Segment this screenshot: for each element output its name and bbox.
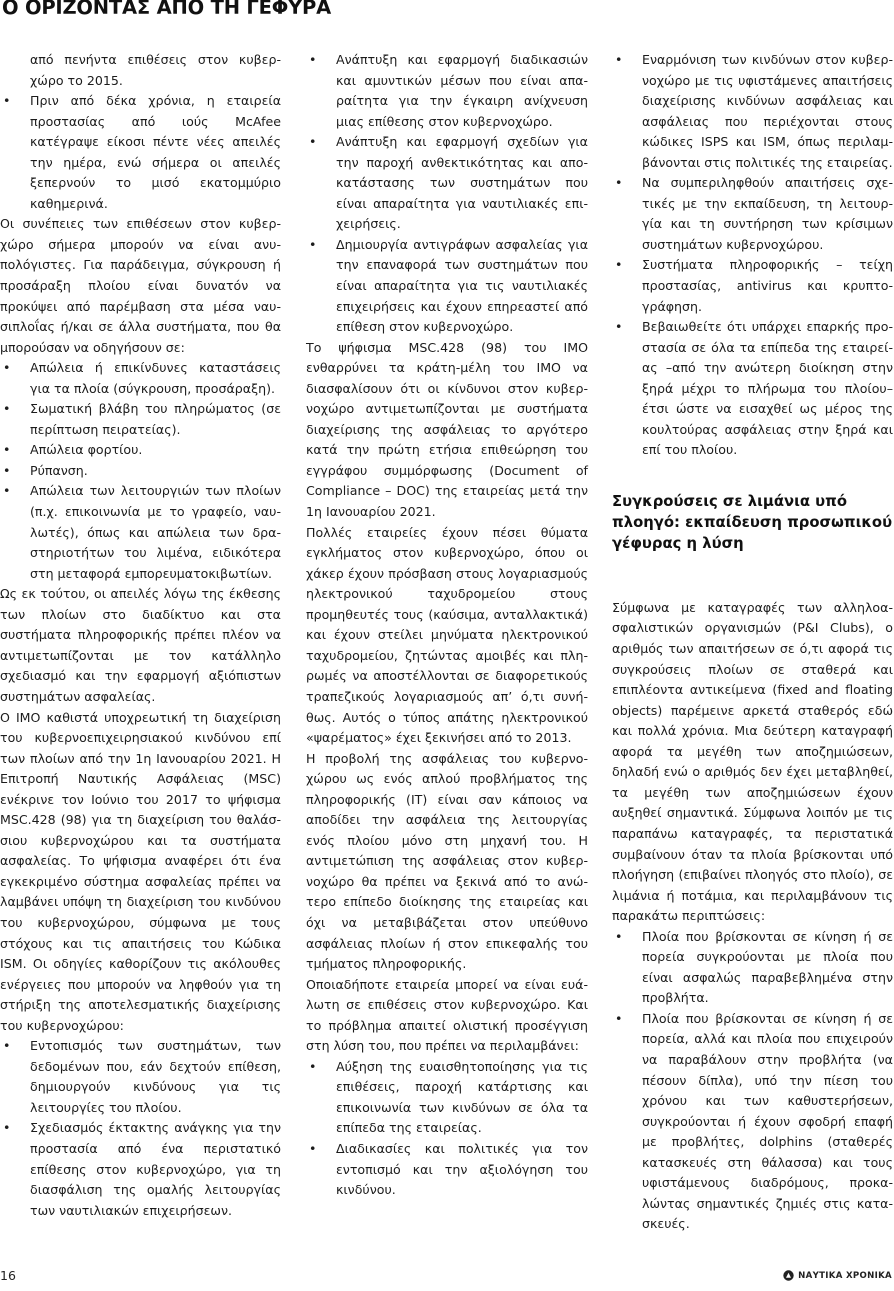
column-1 (0, 50, 281, 1221)
paragraph: από πενήντα επιθέσεις στον κυβερχώρο το 2015. (30, 52, 281, 88)
bullet-list (612, 50, 893, 461)
brand-name: ΝΑΥΤΙΚΑ ΧΡΟΝΙΚΑ (798, 1270, 892, 1281)
list-item: • Σωματική βλάβη του πληρώματος (σε περίπτωση πειρατείας). (0, 399, 281, 440)
paragraph: Ο ΙΜΟ καθιστά υποχρεωτική τη διαχείριση του κυβερνοεπιχειρησιακού κινδύνου επί των πλοίων από την 1η Ιανουαρίου 2021. Η Επιτροπή Ναυτικής Ασφάλειας (MSC) ενέκρινε τον Ιούνιο του 2017 το ψήφισμα MSC.428 (98) για τη διαχείριση του θαλάσσιου κυβερνοχώρου και τα συστήματα ασφαλείας. Το ψήφισμα αναφέρει ότι ένα εγκεκριμένο σύστημα ασφαλείας πρέπει να λαμβάνει υπόψη τη διαχείριση του κινδύνου του κυβερνοχώρου, σύμφωνα με τους στόχους και τις απαιτήσεις του Κώδικα ISM. Οι οδηγίες καθορίζουν τις ακόλουθες ενέργειες που μπορούν να ληφθούν για τη στήριξη της αποτελεσματικής διαχείρισης του κυβερνοχώρου: (0, 709, 281, 1033)
list-item: • Ανάπτυξη και εφαρμογή διαδικασιών και αμυντικών μέσων που είναι απαραίτητα για την έγκαιρη ανίχνευση μιας επίθεσης στον κυβερνοχώρο. (306, 50, 588, 132)
list-item: • Πριν από δέκα χρόνια, η εταιρεία προστασίας από ιούς McAfee κατέγραψε είκοσι πέντε νέες απειλές την ημέρα, ενώ σήμερα οι απειλές ξεπερνούν το μισό εκατομμύριο καθημερινά. (0, 91, 281, 214)
bullet-list (306, 1057, 588, 1201)
bullet-list (0, 91, 281, 214)
list-item: • Απώλεια ή επικίνδυνες καταστάσεις για τα πλοία (σύγκρουση, προσάραξη). (0, 358, 281, 399)
bullet-list (612, 927, 893, 1235)
list-item: • Ανάπτυξη και εφαρμογή σχεδίων για την παροχή ανθεκτικότητας και αποκατάστασης των συστημάτων που είναι απαραίτητα για ναυτιλιακές επιχειρήσεις. (306, 132, 588, 235)
column-2 (306, 50, 588, 1201)
column-3 (612, 50, 893, 1235)
list-item: • Πλοία που βρίσκονται σε κίνηση ή σε πορεία συγκρούονται με πλοία που είναι ασφαλώς παραβεβλημένα στην προβλήτα. (612, 927, 893, 1009)
list-item: • Αύξηση της ευαισθητοποίησης για τις επιθέσεις, παροχή κατάρτισης και επικοινωνία των κινδύνων σε όλα τα επίπεδα της εταιρείας. (306, 1057, 588, 1139)
list-item: • Διαδικασίες και πολιτικές για τον εντοπισμό και την αξιολόγηση του κινδύνου. (306, 1139, 588, 1201)
bullet-list (0, 1036, 281, 1221)
publication-brand (783, 1270, 892, 1281)
paragraph: Το ψήφισμα MSC.428 (98) του IMO ενθαρρύνει τα κράτη-μέλη του IMO να διασφαλίσουν ότι οι κίνδυνοι στον κυβερνοχώρο αντιμετωπίζονται με συστήματα διαχείρισης της ασφάλειας το αργότερο κατά την πρώτη ετήσια επιθεώρηση του εγγράφου συμμόρφωσης (Document of Compliance – DOC) της εταιρείας μετά την 1η Ιανουαρίου 2021. (306, 339, 588, 520)
list-item: • Απώλεια των λειτουργιών των πλοίων (π.χ. επικοινωνία με το γραφείο, ναυλωτές), όπως και απώλεια των δραστηριοτήτων του λιμένα, ειδικότερα στη μεταφορά εμπορευματοκιβωτίων. (0, 481, 281, 584)
bullet-list (0, 358, 281, 584)
list-item: • Πλοία που βρίσκονται σε κίνηση ή σε πορεία, αλλά και πλοία που επιχειρούν να παραβάλουν στην προβλήτα (να πέσουν δίπλα), υπό την πίεση του χρόνου και των καθυστερήσεων, συγκρούονται ή έχουν σφοδρή επαφή με προβλήτες, dolphins (σταθερές κατασκευές στη θάλασσα) και τους υφιστάμενους διαδρόμους, προκαλώντας σημαντικές ζημιές στις κατασκευές. (612, 1009, 893, 1235)
paragraph: Οι συνέπειες των επιθέσεων στον κυβερχώρο σήμερα μπορούν να είναι ανυπολόγιστες. Για παράδειγμα, σύγκρουση ή προσάραξη πλοίου είναι δυνατόν να προκύψει από παρέμβαση στα μέσα ναυσιπλοΐας ή/και σε άλλα συστήματα, που θα μπορούσαν να οδηγήσουν σε: (0, 216, 281, 355)
page-number: 16 (0, 1268, 16, 1283)
nautika-logo-icon (783, 1270, 794, 1281)
list-item: • Ρύπανση. (0, 461, 281, 482)
paragraph: Η προβολή της ασφάλειας του κυβερνοχώρου ως ενός απλού προβλήματος της πληροφορικής (IT) είναι σαν κάποιος να αποδίδει την ασφάλεια της λειτουργίας ενός πλοίου μόνο στη μηχανή του. Η αντιμετώπιση της ασφάλειας στον κυβερνοχώρο θα πρέπει να ξεκινά από το ανώτερο επίπεδο διοίκησης της εταιρείας και όχι να μεταβιβάζεται στον υπεύθυνο ασφάλειας πλοίων ή στον επικεφαλής του τμήματος πληροφορικής. (306, 750, 588, 972)
list-item: • Απώλεια φορτίου. (0, 440, 281, 461)
paragraph: Ως εκ τούτου, οι απειλές λόγω της έκθεσης των πλοίων στο διαδίκτυο και στα συστήματα πληροφορικής πρέπει πλέον να αντιμετωπίζονται με τον κατάλληλο σχεδιασμό και την εφαρμογή αξιόπιστων συστημάτων ασφαλείας. (0, 586, 281, 704)
bullet-list (306, 50, 588, 338)
paragraph: Πολλές εταιρείες έχουν πέσει θύματα εγκλήματος στον κυβερνοχώρο, όπου οι χάκερ έχουν πρόσβαση στους λογαριασμούς ηλεκτρονικού ταχυδρομείου στους προμηθευτές τους (καύσιμα, ανταλλακτικά) και έχουν στείλει μηνύματα ηλεκτρονικού ταχυδρομείου, ζητώντας αμοιβές και πληρωμές να αποστέλλονται σε διαφορετικούς τραπεζικούς λογαριασμούς απ’ ό,τι συνήθως. Αυτός ο τύπος απάτης ηλεκτρονικού «ψαρέματος» έχει ξεκινήσει από το 2013. (306, 524, 588, 746)
list-item: • Δημιουργία αντιγράφων ασφαλείας για την επαναφορά των συστημάτων που είναι απαραίτητα για τις ναυτιλιακές επιχειρήσεις και έχουν επηρεαστεί από επίθεση στον κυβερνοχώρο. (306, 235, 588, 338)
list-item: • Συστήματα πληροφορικής – τείχη προστασίας, antivirus και κρυπτογράφηση. (612, 255, 893, 317)
section-title: Ο ΟΡΙΖΟΝΤΑΣ ΑΠΟ ΤΗ ΓΕΦΥΡΑ (2, 0, 332, 19)
list-item: • Βεβαιωθείτε ότι υπάρχει επαρκής προστασία σε όλα τα επίπεδα της εταιρείας –από την ανώτερη διοίκηση στην ξηρά μέχρι το πλήρωμα του πλοίου– έτσι ώστε να εισαχθεί ως μέρος της κουλτούρας ασφάλειας στην ξηρά και επί του πλοίου. (612, 317, 893, 461)
running-header (0, 0, 894, 24)
list-item: • Σχεδιασμός έκτακτης ανάγκης για την προστασία από ένα περιστατικό επίθεσης στον κυβερνοχώρο, για τη διασφάλιση της ομαλής λειτουργίας των ναυτιλιακών επιχειρήσεων. (0, 1118, 281, 1221)
list-item: • Να συμπεριληφθούν απαιτήσεις σχετικές με την εκπαίδευση, τη λειτουργία και τη συντήρηση των κρίσιμων συστημάτων κυβερνοχώρου. (612, 173, 893, 255)
paragraph: Σύμφωνα με καταγραφές των αλληλοασφαλιστικών οργανισμών (P&I Clubs), ο αριθμός των απαιτήσεων σε ό,τι αφορά τις συγκρούσεις πλοίων σε σταθερά και επιπλέοντα αντικείμενα (fixed and floating objects) παρέμεινε αρκετά σταθερός εδώ και πολλά χρόνια. Μια δεύτερη καταγραφή αφορά τα μεγέθη των αποζημιώσεων, δηλαδή ενώ ο αριθμός δεν έχει μεταβληθεί, τα μεγέθη των αποζημιώσεων έχουν αυξηθεί σημαντικά. Σύμφωνα λοιπόν με τις παραπάνω καταγραφές, τα περιστατικά συμβαίνουν όταν τα πλοία βρίσκονται υπό πλοήγηση (επιβαίνει πλοηγός στο πλοίο), σε λιμάνια ή ποτάμια, και περιλαμβάνουν τις παρακάτω περιπτώσεις: (612, 599, 893, 924)
list-item: • Εναρμόνιση των κινδύνων στον κυβερνοχώρο με τις υφιστάμενες απαιτήσεις διαχείρισης κινδύνων ασφάλειας και ασφάλειας που περιέχονται στους κώδικες ISPS και ISM, όπως περιλαμβάνονται στις πολιτικές της εταιρείας. (612, 50, 893, 173)
paragraph: Οποιαδήποτε εταιρεία μπορεί να είναι ευάλωτη σε επιθέσεις στον κυβερνοχώρο. Και το πρόβλημα απαιτεί ολιστική προσέγγιση στη λύση του, που πρέπει να περιλαμβάνει: (306, 976, 588, 1054)
list-item: • Εντοπισμός των συστημάτων, των δεδομένων που, εάν δεχτούν επίθεση, δημιουργούν κινδύνους για τις λειτουργίες του πλοίου. (0, 1036, 281, 1118)
section-heading: Συγκρούσεις σε λιμάνια υπό πλοηγό: εκπαίδευση προσωπικού γέφυρας η λύση (612, 492, 893, 552)
